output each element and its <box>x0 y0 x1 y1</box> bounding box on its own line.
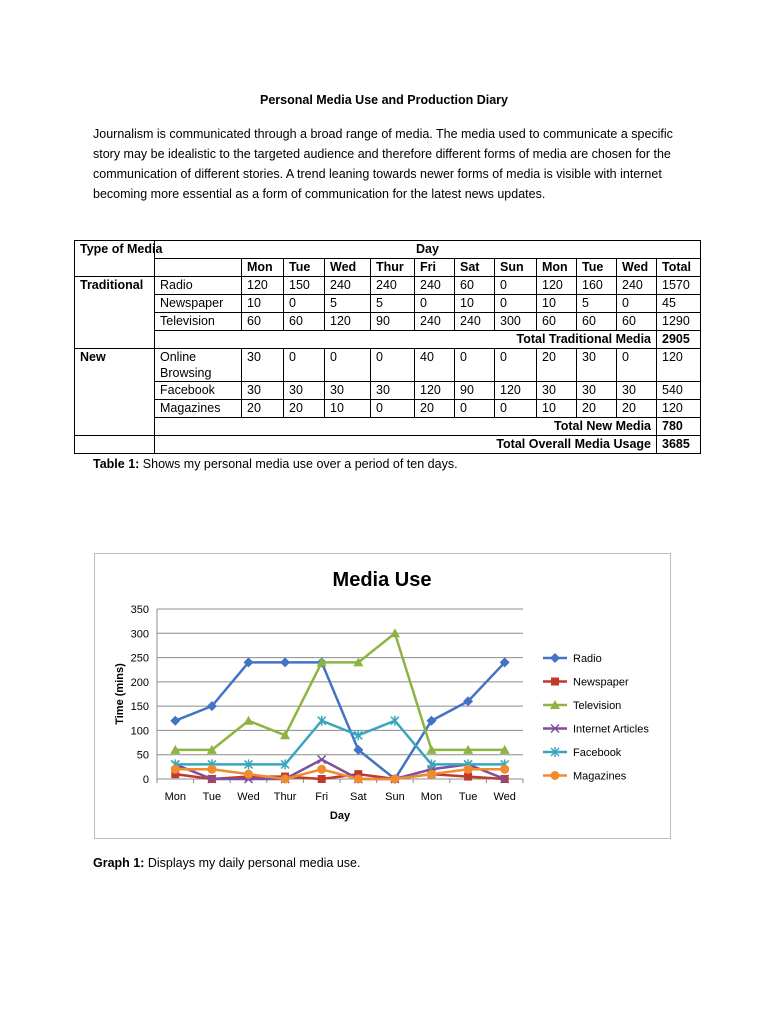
series-3-point <box>318 756 326 764</box>
row-total: 1290 <box>657 313 701 331</box>
table-cell: 20 <box>537 349 577 382</box>
table-cell: 240 <box>617 277 657 295</box>
table-cell: 0 <box>495 349 537 382</box>
table-cell: 0 <box>325 349 371 382</box>
overall-total-value: 3685 <box>657 436 701 454</box>
table-caption-label: Table 1: <box>93 457 140 471</box>
media-use-table <box>74 240 701 454</box>
series-5-point <box>244 770 253 779</box>
table-cell: 300 <box>495 313 537 331</box>
table-cell: 10 <box>537 295 577 313</box>
header-day-4: Fri <box>415 259 455 277</box>
media-name: Radio <box>155 277 242 295</box>
table-row <box>75 349 701 382</box>
table-cell: 120 <box>537 277 577 295</box>
series-5-point <box>281 775 290 784</box>
y-tick-label: 50 <box>136 749 149 762</box>
table-cell: 40 <box>415 349 455 382</box>
graph-caption-label: Graph 1: <box>93 856 145 870</box>
header-day-3: Thur <box>371 259 415 277</box>
table-row <box>75 313 701 331</box>
table-row <box>75 382 701 400</box>
graph-caption <box>93 856 360 870</box>
series-5-point <box>171 765 180 774</box>
row-total: 120 <box>657 400 701 418</box>
header-total: Total <box>657 259 701 277</box>
table-cell: 240 <box>371 277 415 295</box>
header-day-7: Mon <box>537 259 577 277</box>
legend-label: Facebook <box>573 747 622 759</box>
series-5-point <box>427 770 436 779</box>
new-total-label: Total New Media <box>155 418 657 436</box>
table-cell: 0 <box>371 400 415 418</box>
table-cell: 30 <box>577 349 617 382</box>
table-cell: 0 <box>495 400 537 418</box>
series-2-point <box>390 628 400 637</box>
table-cell: 240 <box>455 313 495 331</box>
traditional-total-label: Total Traditional Media <box>155 331 657 349</box>
row-total: 45 <box>657 295 701 313</box>
table-cell: 20 <box>284 400 325 418</box>
table-cell: 20 <box>415 400 455 418</box>
x-tick-label: Tue <box>458 791 478 803</box>
table-cell: 30 <box>617 382 657 400</box>
table-row <box>75 400 701 418</box>
x-axis-label: Day <box>329 810 351 822</box>
series-line-0 <box>175 662 504 779</box>
y-tick-label: 300 <box>130 628 149 641</box>
table-cell: 5 <box>577 295 617 313</box>
table-row <box>75 277 701 295</box>
traditional-total-value: 2905 <box>657 331 701 349</box>
chart-title: Media Use <box>332 569 432 591</box>
table-cell: 240 <box>415 277 455 295</box>
legend-label: Internet Articles <box>573 723 649 736</box>
graph-caption-text: Displays my daily personal media use. <box>144 856 361 870</box>
table-cell: 0 <box>455 349 495 382</box>
table-cell: 30 <box>242 382 284 400</box>
overall-total-label: Total Overall Media Usage <box>155 436 657 454</box>
row-total: 1570 <box>657 277 701 295</box>
table-cell: 10 <box>455 295 495 313</box>
document-title: Personal Media Use and Production Diary <box>260 93 508 107</box>
legend-label: Television <box>573 700 622 712</box>
header-type-of-media: Type of Media <box>75 241 155 277</box>
table-cell: 60 <box>537 313 577 331</box>
series-5-point <box>207 765 216 774</box>
x-tick-label: Sat <box>350 791 367 803</box>
table-cell: 30 <box>371 382 415 400</box>
legend-label: Newspaper <box>573 676 629 689</box>
table-cell: 0 <box>495 277 537 295</box>
table-cell: 5 <box>371 295 415 313</box>
row-total: 120 <box>657 349 701 382</box>
series-5-point <box>464 765 473 774</box>
media-name: Newspaper <box>155 295 242 313</box>
x-tick-label: Fri <box>315 791 329 803</box>
table-cell: 120 <box>495 382 537 400</box>
table-caption <box>93 457 458 471</box>
header-day-6: Sun <box>495 259 537 277</box>
series-1-point <box>318 775 326 783</box>
series-5-point <box>500 765 509 774</box>
table-cell: 10 <box>242 295 284 313</box>
y-tick-label: 250 <box>130 652 149 665</box>
legend-marker-5 <box>551 771 560 780</box>
table-cell: 0 <box>495 295 537 313</box>
legend-label: Radio <box>573 653 602 665</box>
table-cell: 120 <box>415 382 455 400</box>
x-tick-label: Thur <box>273 791 297 803</box>
x-tick-label: Tue <box>202 791 222 803</box>
x-tick-label: Mon <box>420 791 443 803</box>
y-tick-label: 200 <box>130 676 149 689</box>
header-day-0: Mon <box>242 259 284 277</box>
chart-svg <box>95 554 670 838</box>
table-cell: 0 <box>617 295 657 313</box>
y-tick-label: 0 <box>142 774 149 786</box>
header-day-5: Sat <box>455 259 495 277</box>
series-5-point <box>317 765 326 774</box>
table-cell: 0 <box>455 400 495 418</box>
header-day-1: Tue <box>284 259 325 277</box>
table-cell: 120 <box>325 313 371 331</box>
x-tick-label: Mon <box>164 791 187 803</box>
media-name: Facebook <box>155 382 242 400</box>
media-name: Television <box>155 313 242 331</box>
x-tick-label: Sun <box>385 791 405 803</box>
intro-paragraph: Journalism is communicated through a broad range of media. The media used to communicate a specific story may be idealistic to the targeted audience and therefore different forms of media are chosen for the communication of different stories. A trend leaning towards newer forms of media is visible with internet becoming more essential as a form of communication for the latest news updates. <box>93 127 673 201</box>
table-cell: 60 <box>455 277 495 295</box>
table-cell: 150 <box>284 277 325 295</box>
table-caption-text: Shows my personal media use over a period of ten days. <box>139 457 458 471</box>
table-cell: 0 <box>284 349 325 382</box>
series-2-point <box>244 716 254 725</box>
table-cell: 10 <box>325 400 371 418</box>
series-5-point <box>354 775 363 784</box>
table-cell: 30 <box>242 349 284 382</box>
table-cell: 30 <box>284 382 325 400</box>
table-cell: 60 <box>242 313 284 331</box>
x-tick-label: Wed <box>493 791 516 803</box>
y-tick-label: 350 <box>130 604 149 616</box>
y-axis-label: Time (mins) <box>114 663 126 725</box>
legend-marker-1 <box>551 678 559 686</box>
legend-marker-0 <box>550 653 560 663</box>
table-cell: 0 <box>371 349 415 382</box>
series-0-point <box>280 657 290 667</box>
table-cell: 0 <box>617 349 657 382</box>
table-cell: 20 <box>617 400 657 418</box>
media-name: Magazines <box>155 400 242 418</box>
y-tick-label: 100 <box>130 725 149 738</box>
table-cell: 30 <box>537 382 577 400</box>
header-day-8: Tue <box>577 259 617 277</box>
table-cell: 30 <box>325 382 371 400</box>
new-group-label: New <box>75 349 155 436</box>
table-cell: 90 <box>371 313 415 331</box>
media-name: Online Browsing <box>155 349 242 382</box>
overall-blank <box>75 436 155 454</box>
y-tick-label: 150 <box>130 701 149 714</box>
table-cell: 5 <box>325 295 371 313</box>
series-5-point <box>390 775 399 784</box>
x-tick-label: Wed <box>237 791 260 803</box>
table-cell: 0 <box>284 295 325 313</box>
header-day-9: Wed <box>617 259 657 277</box>
table-cell: 10 <box>537 400 577 418</box>
table-cell: 60 <box>577 313 617 331</box>
header-day: Day <box>155 241 701 259</box>
table-cell: 120 <box>242 277 284 295</box>
traditional-group-label: Traditional <box>75 277 155 349</box>
table-cell: 30 <box>577 382 617 400</box>
table-cell: 90 <box>455 382 495 400</box>
series-0-point <box>170 716 180 726</box>
table-cell: 20 <box>577 400 617 418</box>
table-row <box>75 295 701 313</box>
header-blank <box>155 259 242 277</box>
table-cell: 60 <box>617 313 657 331</box>
table-cell: 160 <box>577 277 617 295</box>
table-cell: 60 <box>284 313 325 331</box>
table-cell: 240 <box>325 277 371 295</box>
row-total: 540 <box>657 382 701 400</box>
series-line-4 <box>175 721 504 765</box>
new-total-value: 780 <box>657 418 701 436</box>
legend-label: Magazines <box>573 770 627 783</box>
table-cell: 0 <box>415 295 455 313</box>
table-cell: 20 <box>242 400 284 418</box>
media-use-chart <box>94 553 671 839</box>
header-day-2: Wed <box>325 259 371 277</box>
table-cell: 240 <box>415 313 455 331</box>
